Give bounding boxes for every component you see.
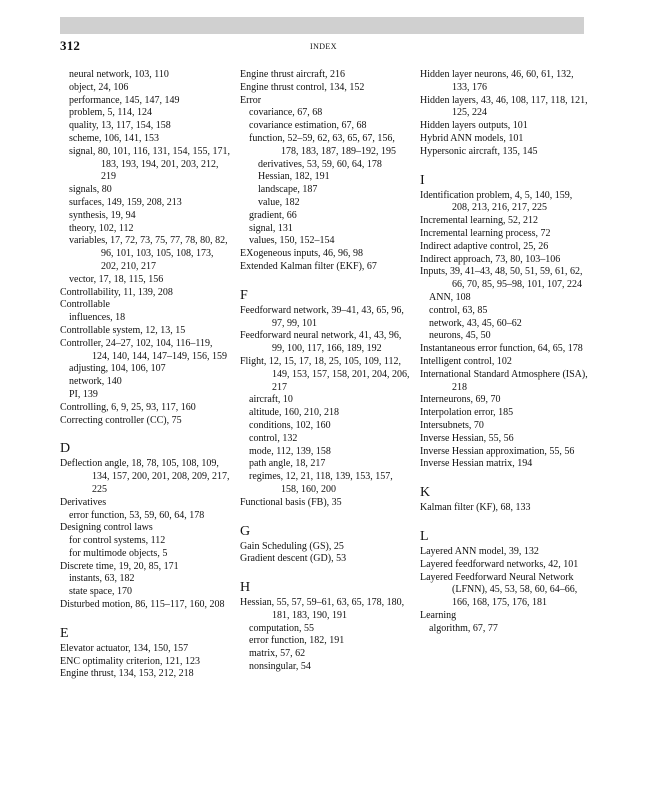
section-letter: F bbox=[240, 287, 248, 303]
index-subentry: signals, 80 bbox=[69, 184, 112, 196]
index-subentry: covariance, 67, 68 bbox=[249, 107, 323, 119]
index-entry: Inverse Hessian matrix, 194 bbox=[420, 458, 533, 470]
index-entry: Feedforward network, 39–41, 43, 65, 96, 97, 99, 101 bbox=[240, 304, 404, 329]
index-subentry: altitude, 160, 210, 218 bbox=[249, 407, 339, 419]
index-subentry: network, 43, 45, 60–62 bbox=[429, 317, 522, 329]
index-subentry: quality, 13, 117, 154, 158 bbox=[69, 120, 171, 132]
index-entry: Hypersonic aircraft, 135, 145 bbox=[420, 145, 538, 157]
running-head: INDEX bbox=[310, 42, 337, 51]
index-subentry: Hessian, 182, 191 bbox=[258, 171, 330, 183]
index-subentry: problem, 5, 114, 124 bbox=[69, 107, 152, 119]
section-letter: K bbox=[420, 485, 431, 501]
index-entry: Controller, 24–27, 102, 104, 116–119, 124, 140, 144, 147–149, 156, 159 bbox=[60, 337, 227, 362]
index-entry: Hybrid ANN models, 101 bbox=[420, 132, 524, 144]
header-rule bbox=[60, 17, 584, 34]
index-entry: International Standard Atmosphere (ISA), 218 bbox=[420, 368, 588, 393]
index-subentry: signal, 131 bbox=[249, 222, 293, 234]
index-subentry: influences, 18 bbox=[69, 312, 126, 324]
index-subentry: error function, 182, 191 bbox=[249, 635, 345, 647]
index-entry: Instantaneous error function, 64, 65, 178 bbox=[420, 343, 583, 355]
index-entry: Intelligent control, 102 bbox=[420, 355, 512, 367]
index-entry: Layered Feedforward Neural Network (LFNN), 45, 53, 58, 60, 64–66, 166, 168, 175, 176, 181 bbox=[420, 571, 578, 609]
index-subentry: algorithm, 67, 77 bbox=[429, 622, 498, 634]
index-entry: Disturbed motion, 86, 115–117, 160, 208 bbox=[60, 599, 225, 611]
index-column-2 bbox=[240, 69, 412, 674]
index-subentry: gradient, 66 bbox=[249, 209, 297, 221]
index-entry: EXogeneous inputs, 46, 96, 98 bbox=[240, 248, 364, 260]
index-subentry: control, 132 bbox=[249, 432, 298, 444]
index-subentry: object, 24, 106 bbox=[69, 81, 129, 93]
index-subentry: computation, 55 bbox=[249, 622, 314, 634]
index-entry: Identification problem, 4, 5, 140, 159, 208, 213, 216, 217, 225 bbox=[420, 189, 573, 214]
index-entry: Hessian, 55, 57, 59–61, 63, 65, 178, 180, 181, 183, 190, 191 bbox=[240, 597, 405, 621]
index-subentry: for control systems, 112 bbox=[69, 535, 166, 547]
index-subentry: performance, 145, 147, 149 bbox=[69, 94, 180, 106]
index-subentry: network, 140 bbox=[69, 376, 122, 388]
index-subentry: ANN, 108 bbox=[429, 291, 471, 303]
index-entry: Designing control laws bbox=[60, 522, 153, 534]
index-entry: Controllable system, 12, 13, 15 bbox=[60, 324, 186, 336]
index-subentry: values, 150, 152–154 bbox=[249, 235, 335, 247]
index-entry: Interneurons, 69, 70 bbox=[420, 394, 501, 406]
index-entry: Kalman filter (KF), 68, 133 bbox=[420, 502, 531, 514]
index-subentry: path angle, 18, 217 bbox=[249, 458, 326, 470]
index-subentry: vector, 17, 18, 115, 156 bbox=[69, 273, 164, 285]
index-entry: Deflection angle, 18, 78, 105, 108, 109, 134, 157, 200, 201, 208, 209, 217, 225 bbox=[60, 458, 230, 495]
index-subentry: neural network, 103, 110 bbox=[69, 69, 169, 80]
index-subentry: control, 63, 85 bbox=[429, 304, 488, 316]
section-letter: E bbox=[60, 625, 69, 641]
index-entry: Interpolation error, 185 bbox=[420, 407, 514, 419]
index-subentry: for multimode objects, 5 bbox=[69, 547, 168, 559]
index-entry: Correcting controller (CC), 75 bbox=[60, 414, 182, 426]
index-entry: Learning bbox=[420, 609, 457, 621]
index-entry: Engine thrust, 134, 153, 212, 218 bbox=[60, 668, 194, 680]
index-entry: Controllability, 11, 139, 208 bbox=[60, 286, 173, 298]
index-entry: ENC optimality criterion, 121, 123 bbox=[60, 655, 200, 667]
index-subentry: surfaces, 149, 159, 208, 213 bbox=[69, 196, 182, 208]
index-entry: Hidden layers outputs, 101 bbox=[420, 120, 528, 132]
index-entry: Inverse Hessian, 55, 56 bbox=[420, 432, 514, 444]
index-subentry: value, 182 bbox=[258, 196, 300, 208]
index-subentry: neurons, 45, 50 bbox=[429, 330, 491, 342]
index-subentry: instants, 63, 182 bbox=[69, 573, 135, 585]
index-subentry: conditions, 102, 160 bbox=[249, 419, 331, 431]
index-entry: Controllable bbox=[60, 299, 110, 311]
index-subentry: matrix, 57, 62 bbox=[249, 648, 306, 660]
index-subentry: state space, 170 bbox=[69, 586, 133, 598]
index-entry: Hidden layer neurons, 46, 60, 61, 132, 133, 176 bbox=[420, 69, 574, 93]
index-entry: Controlling, 6, 9, 25, 93, 117, 160 bbox=[60, 401, 196, 413]
index-entry: Hidden layers, 43, 46, 108, 117, 118, 121, 125, 224 bbox=[420, 94, 588, 119]
index-entry: Intersubnets, 70 bbox=[420, 419, 484, 431]
index-subentry: PI, 139 bbox=[69, 388, 98, 400]
index-subentry: mode, 112, 139, 158 bbox=[249, 445, 331, 457]
index-subentry: scheme, 106, 141, 153 bbox=[69, 132, 159, 144]
index-subentry: variables, 17, 72, 73, 75, 77, 78, 80, 82, 96, 101, 103, 105, 108, 173, 202, 210, 217 bbox=[69, 235, 228, 272]
index-entry: Flight, 12, 15, 17, 18, 25, 105, 109, 112, 149, 153, 157, 158, 201, 204, 206, 217 bbox=[240, 355, 410, 393]
index-entry: Functional basis (FB), 35 bbox=[240, 496, 342, 508]
index-entry: Engine thrust aircraft, 216 bbox=[240, 69, 345, 80]
index-entry: Incremental learning process, 72 bbox=[420, 227, 551, 239]
index-entry: Inputs, 39, 41–43, 48, 50, 51, 59, 61, 62, 66, 70, 85, 95–98, 101, 107, 224 bbox=[420, 266, 583, 291]
index-subentry: function, 52–59, 62, 63, 65, 67, 156, 178, 183, 187, 189–192, 195 bbox=[249, 132, 396, 157]
index-entry: Discrete time, 19, 20, 85, 171 bbox=[60, 560, 179, 572]
section-letter: D bbox=[60, 441, 71, 457]
page-number: 312 bbox=[60, 38, 81, 53]
index-subentry: theory, 102, 112 bbox=[69, 222, 134, 234]
index-entry: Indirect approach, 73, 80, 103–106 bbox=[420, 253, 561, 265]
index-entry: Feedforward neural network, 41, 43, 96, 99, 100, 117, 166, 189, 192 bbox=[240, 330, 402, 355]
index-entry: Layered ANN model, 39, 132 bbox=[420, 545, 539, 557]
index-subentry: covariance estimation, 67, 68 bbox=[249, 120, 367, 132]
index-subentry: error function, 53, 59, 60, 64, 178 bbox=[69, 509, 205, 521]
index-subentry: aircraft, 10 bbox=[249, 394, 293, 406]
index-subentry: regimes, 12, 21, 118, 139, 153, 157, 158, 160, 200 bbox=[249, 471, 393, 495]
index-entry: Indirect adaptive control, 25, 26 bbox=[420, 240, 549, 252]
section-letter: G bbox=[240, 523, 251, 539]
index-entry: Layered feedforward networks, 42, 101 bbox=[420, 558, 579, 570]
index-subentry: derivatives, 53, 59, 60, 64, 178 bbox=[258, 158, 382, 170]
index-entry: Gain Scheduling (GS), 25 bbox=[240, 540, 344, 552]
index-entry: Incremental learning, 52, 212 bbox=[420, 215, 539, 227]
index-subentry: nonsingular, 54 bbox=[249, 661, 311, 673]
section-letter: I bbox=[420, 172, 425, 188]
index-entry: Elevator actuator, 134, 150, 157 bbox=[60, 642, 189, 654]
index-subentry: synthesis, 19, 94 bbox=[69, 209, 136, 221]
index-entry: Engine thrust control, 134, 152 bbox=[240, 81, 365, 93]
index-column-1 bbox=[60, 69, 232, 681]
index-column-3 bbox=[420, 69, 590, 635]
index-entry: Inverse Hessian approximation, 55, 56 bbox=[420, 445, 575, 457]
index-subentry: adjusting, 104, 106, 107 bbox=[69, 363, 166, 375]
index-subentry: signal, 80, 101, 116, 131, 154, 155, 171, 183, 193, 194, 201, 203, 212, 219 bbox=[69, 145, 231, 183]
index-entry: Derivatives bbox=[60, 496, 107, 508]
index-subentry: landscape, 187 bbox=[258, 184, 318, 196]
index-entry: Error bbox=[240, 94, 262, 106]
index-entry: Gradient descent (GD), 53 bbox=[240, 553, 347, 565]
index-entry: Extended Kalman filter (EKF), 67 bbox=[240, 260, 377, 272]
section-letter: L bbox=[420, 528, 429, 544]
section-letter: H bbox=[240, 580, 251, 596]
